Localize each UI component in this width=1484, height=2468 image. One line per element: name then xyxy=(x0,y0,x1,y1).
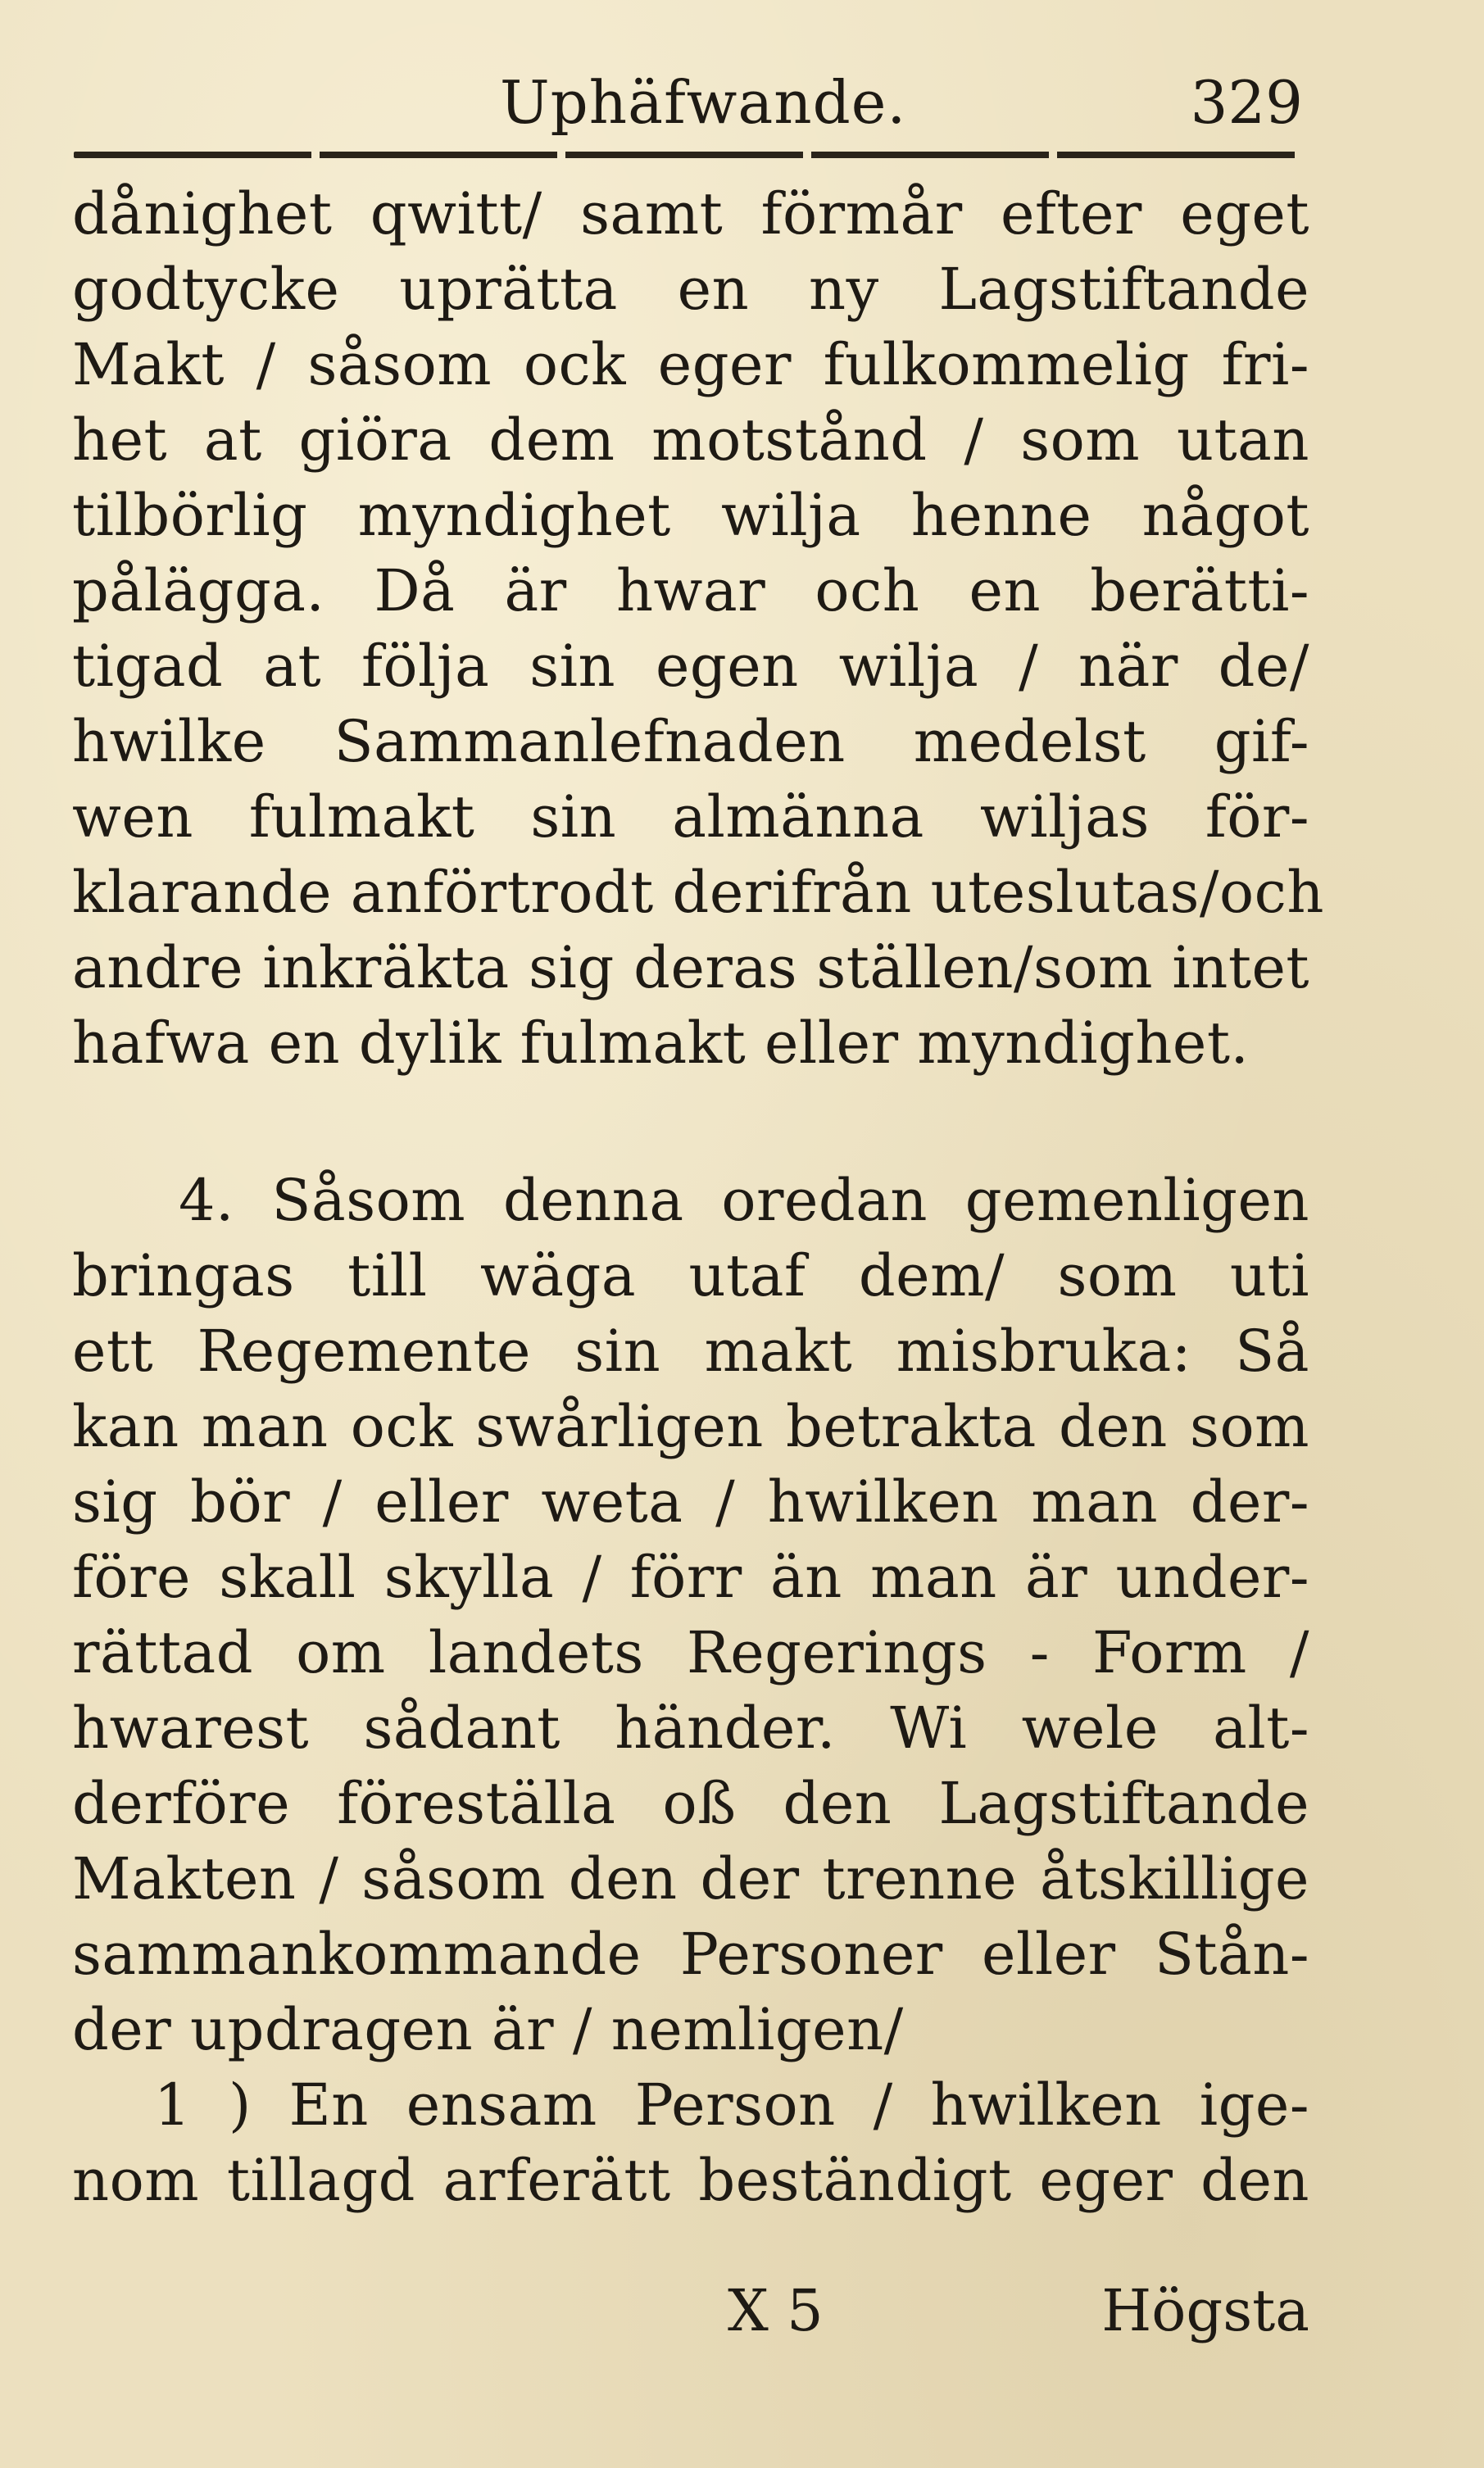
text-line: bringas till wäga utaf dem/ som uti xyxy=(72,1242,1309,1309)
text-line: hwarest sådant händer. Wi wele alt- xyxy=(72,1694,1309,1762)
text-line: Makt / såsom ock eger fulkommelig fri- xyxy=(72,331,1309,398)
text-line: 1 ) En ensam Person / hwilken ige- xyxy=(154,2071,1309,2139)
text-line: rättad om landets Regerings - Form / xyxy=(72,1619,1309,1686)
text-line: tigad at följa sin egen wilja / när de/ xyxy=(72,633,1309,700)
text-line: före skall skylla / förr än man är under- xyxy=(72,1544,1309,1611)
header-rule xyxy=(74,152,1303,158)
text-line: derföre föreställa oß den Lagstiftande xyxy=(72,1770,1309,1837)
text-line: 4. Såsom denna oredan gemenligen xyxy=(179,1167,1309,1234)
signature-mark: X 5 xyxy=(728,2277,824,2344)
paragraph-gap xyxy=(72,1081,1309,1163)
text-line: sig bör / eller weta / hwilken man der- xyxy=(72,1468,1309,1536)
text-line: hafwa en dylik fulmakt eller myndighet. xyxy=(72,1009,1250,1077)
page-footer xyxy=(72,2270,1309,2352)
text-line: pålägga. Då är hwar och en berätti- xyxy=(72,557,1309,624)
text-line: der updragen är / nemligen/ xyxy=(72,1996,904,2063)
text-line: wen fulmakt sin almänna wiljas för- xyxy=(72,783,1309,851)
text-line: godtycke uprätta en ny Lagstiftande xyxy=(72,256,1309,323)
text-line: tilbörlig myndighet wilja henne något xyxy=(72,482,1309,549)
text-line: sammankommande Personer eller Stån- xyxy=(72,1921,1309,1988)
text-line: dånighet qwitt/ samt förmår efter eget xyxy=(72,180,1309,247)
text-line: Makten / såsom den der trenne åtskillige xyxy=(72,1845,1309,1912)
running-title: Uphäfwande. xyxy=(500,68,907,137)
page-number: 329 xyxy=(1190,68,1303,137)
page-header xyxy=(74,57,1303,147)
text-line: ett Regemente sin makt misbruka: Så xyxy=(72,1318,1309,1385)
text-line: klarande anförtrodt derifrån uteslutas/och xyxy=(72,859,1324,926)
text-line: nom tillagd arferätt beständigt eger den xyxy=(72,2147,1309,2214)
text-line: andre inkräkta sig deras ställen/som intet xyxy=(72,934,1309,1001)
text-line: kan man ock swårligen betrakta den som xyxy=(72,1393,1309,1460)
catchword: Högsta xyxy=(1101,2277,1309,2344)
text-line: het at giöra dem motstånd / som utan xyxy=(72,406,1309,474)
body-text xyxy=(72,176,1324,2218)
text-line: hwilke Sammanlefnaden medelst gif- xyxy=(72,708,1309,775)
